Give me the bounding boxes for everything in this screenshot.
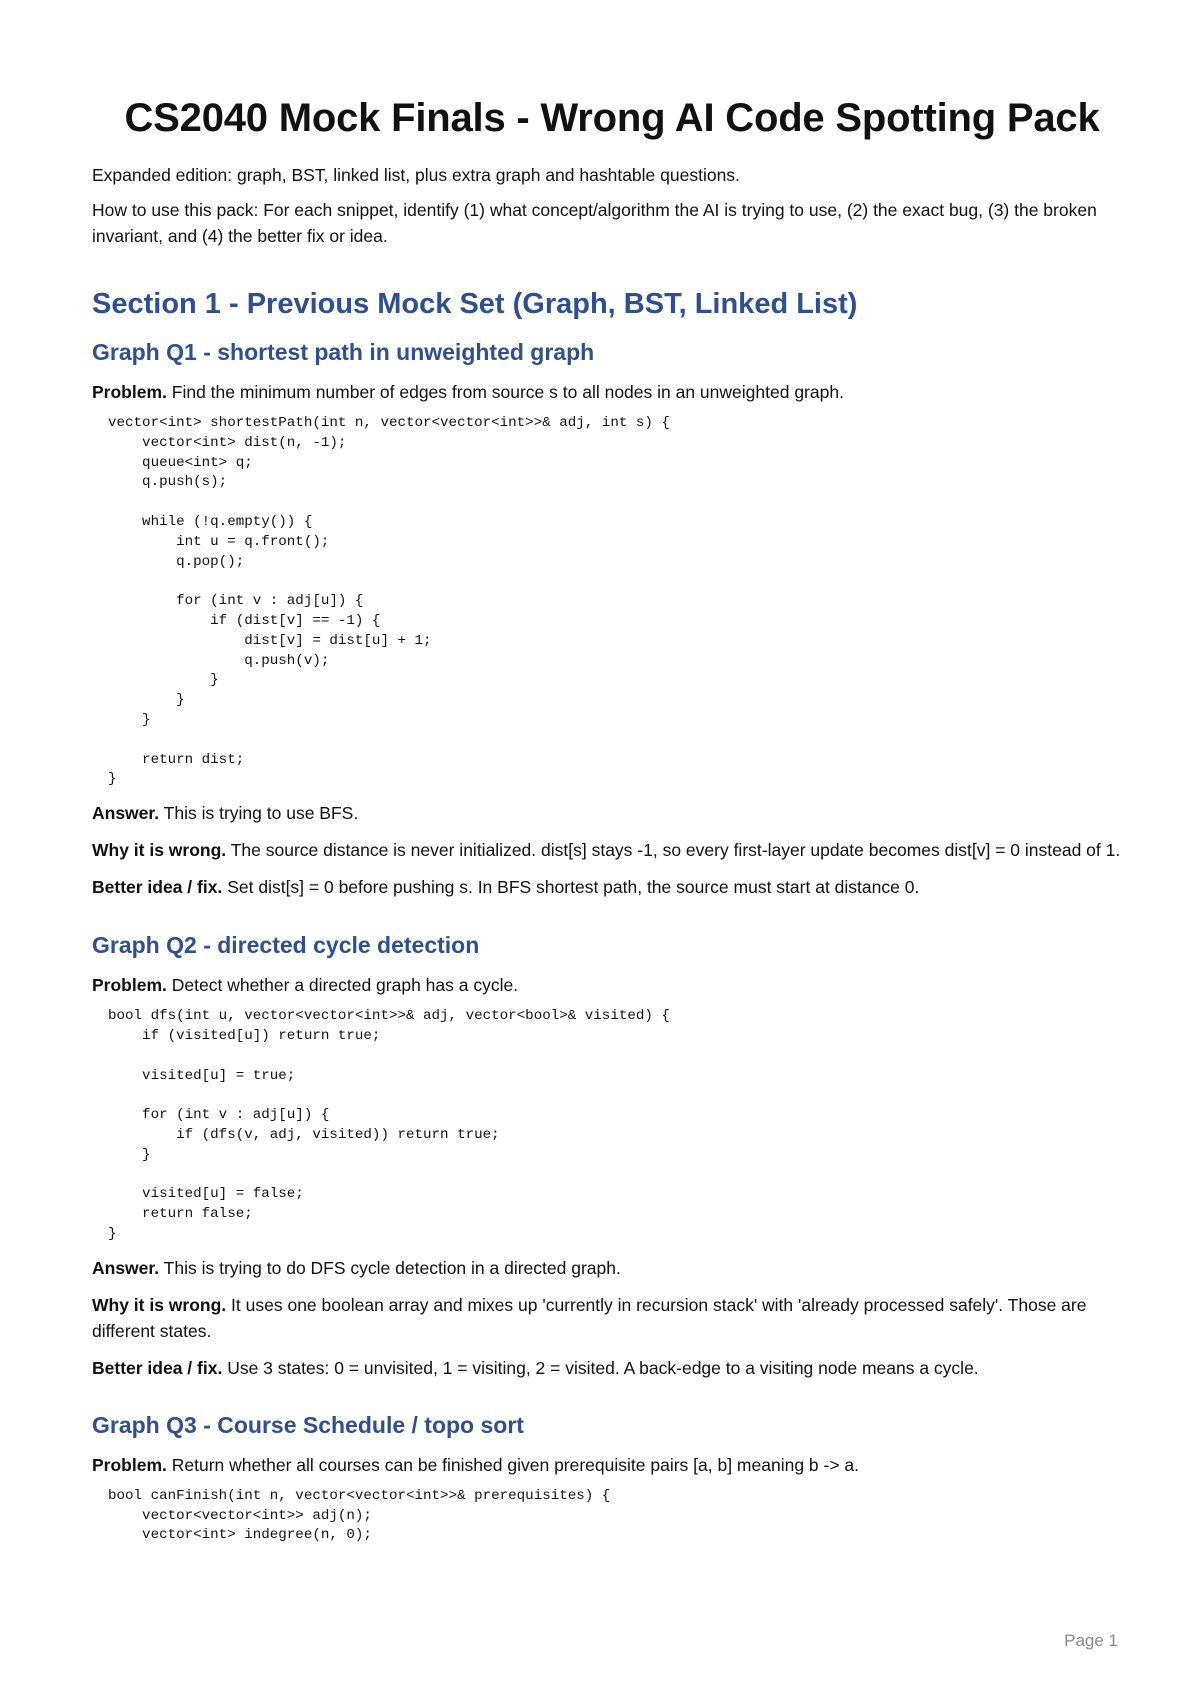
fix-label: Better idea / fix. [92,877,223,898]
answer-label: Answer. [92,803,160,824]
code-block-graph-q1: vector<int> shortestPath(int n, vector<vector<int>>& adj, int s) { vector<int> dist(n, -1); queue<int> q; q.push(s); while (!q.empty()) { int u = q.front(); q.pop(); for (int v : adj[u]) { if (dist[v] == -1) { dist[v] = dist[u] + 1; q.push(v); } } } return dist; } [108,415,670,788]
problem-text: Detect whether a directed graph has a cycle. [171,975,519,996]
page-number: Page 1 [1064,1631,1118,1650]
answer-text: This is trying to do DFS cycle detection in a directed graph. [163,1257,621,1278]
question-heading-graph-q3: Graph Q3 - Course Schedule / topo sort [92,1411,524,1438]
better-fix [92,874,1132,900]
why-wrong [92,1292,1132,1344]
problem-label: Problem. [92,1454,167,1475]
problem-label: Problem. [92,975,167,996]
question-heading-graph-q2: Graph Q2 - directed cycle detection [92,932,480,959]
problem-label: Problem. [92,382,167,402]
answer-label: Answer. [92,1257,160,1278]
document-title: CS2040 Mock Finals - Wrong AI Code Spotting Pack [124,96,1100,140]
intro-how-to-use: How to use this pack: For each snippet, identify (1) what concept/algorithm the AI is trying to use, (2) the exact bug, (3) the broken invariant, and (4) the better fix or idea. [92,200,1097,246]
page-content [92,94,1132,1556]
code-block-graph-q2: bool dfs(int u, vector<vector<int>>& adj, vector<bool>& visited) { if (visited[u]) return true; visited[u] = true; for (int v : adj[u]) { if (dfs(v, adj, visited)) return true; } visited[u] = false; return false; } [108,1008,670,1242]
fix-text: Set dist[s] = 0 before pushing s. In BFS shortest path, the source must start at distance 0. [227,877,920,898]
fix-text: Use 3 states: 0 = unvisited, 1 = visiting, 2 = visited. A back-edge to a visiting node means a cycle. [227,1357,979,1378]
intro-edition: Expanded edition: graph, BST, linked list, plus extra graph and hashtable questions. [92,165,740,185]
problem-text: Find the minimum number of edges from source s to all nodes in an unweighted graph. [171,382,844,402]
problem-statement [92,972,1132,998]
answer-text: This is trying to use BFS. [163,803,359,824]
section-1-heading: Section 1 - Previous Mock Set (Graph, BST, Linked List) [92,288,858,320]
answer [92,1255,1132,1281]
better-fix [92,1355,1132,1381]
fix-label: Better idea / fix. [92,1357,223,1378]
question-heading-graph-q1: Graph Q1 - shortest path in unweighted graph [92,339,595,365]
why-label: Why it is wrong. [92,1294,227,1315]
why-text: The source distance is never initialized. dist[s] stays -1, so every first-layer update becomes dist[v] = 0 instead of 1. [230,840,1121,861]
problem-text: Return whether all courses can be finished given prerequisite pairs [a, b] meaning b -> a. [171,1454,860,1475]
problem-statement [92,1452,1132,1478]
why-text: It uses one boolean array and mixes up 'currently in recursion stack' with 'already processed safely'. Those are different states. [92,1294,1087,1341]
problem-statement [92,379,1132,405]
answer [92,800,1132,826]
code-block-graph-q3: bool canFinish(int n, vector<vector<int>>& prerequisites) { vector<vector<int>> adj(n); vector<int> indegree(n, 0); [108,1487,611,1544]
why-label: Why it is wrong. [92,840,227,861]
why-wrong [92,837,1132,863]
